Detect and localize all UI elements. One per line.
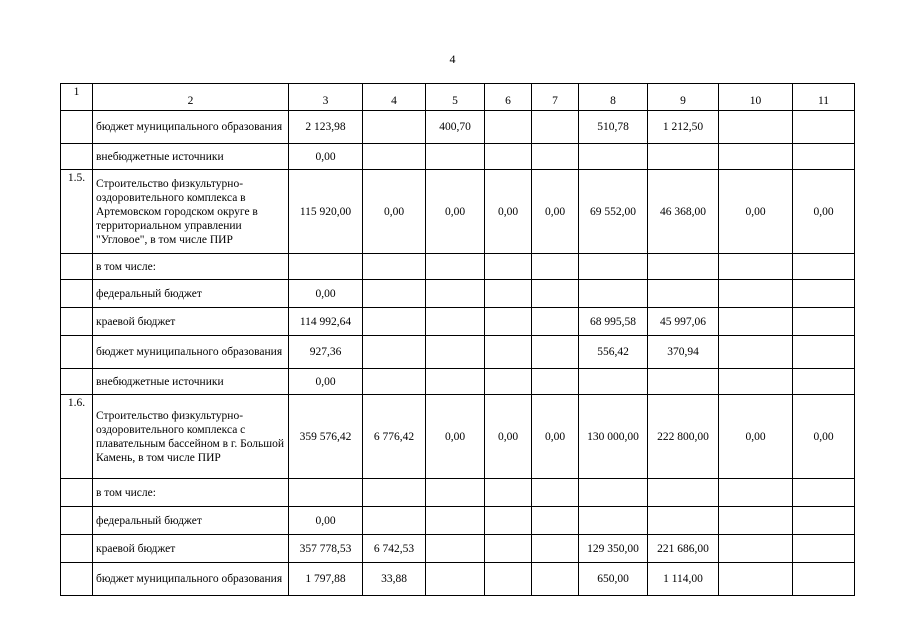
- value-cell: [579, 479, 648, 507]
- value-cell: [532, 308, 579, 336]
- value-cell: 130 000,00: [579, 395, 648, 479]
- value-cell: [485, 336, 532, 369]
- value-cell: [793, 144, 855, 170]
- value-cell: [648, 144, 719, 170]
- value-cell: 115 920,00: [289, 170, 363, 254]
- value-cell: 0,00: [289, 280, 363, 308]
- value-cell: 0,00: [363, 170, 426, 254]
- value-cell: 0,00: [426, 170, 485, 254]
- value-cell: [579, 507, 648, 535]
- value-cell: 1 114,00: [648, 563, 719, 596]
- column-header: 1: [61, 84, 93, 111]
- table-row: [61, 308, 855, 336]
- row-number-cell: [61, 111, 93, 144]
- value-cell: [532, 369, 579, 395]
- table-row: [61, 144, 855, 170]
- value-cell: 33,88: [363, 563, 426, 596]
- value-cell: 357 778,53: [289, 535, 363, 563]
- value-cell: 0,00: [289, 507, 363, 535]
- value-cell: 1 212,50: [648, 111, 719, 144]
- value-cell: 45 997,06: [648, 308, 719, 336]
- value-cell: [426, 280, 485, 308]
- value-cell: [648, 507, 719, 535]
- value-cell: [363, 369, 426, 395]
- value-cell: [793, 479, 855, 507]
- column-header: 3: [289, 84, 363, 111]
- row-label-cell: внебюджетные источники: [93, 369, 289, 395]
- column-header: 6: [485, 84, 532, 111]
- value-cell: 0,00: [793, 395, 855, 479]
- value-cell: 510,78: [579, 111, 648, 144]
- column-header: 10: [719, 84, 793, 111]
- row-label-cell: краевой бюджет: [93, 308, 289, 336]
- value-cell: [485, 507, 532, 535]
- table-row: [61, 535, 855, 563]
- value-cell: 0,00: [719, 395, 793, 479]
- row-label-cell: внебюджетные источники: [93, 144, 289, 170]
- value-cell: [532, 280, 579, 308]
- value-cell: [485, 280, 532, 308]
- value-cell: 370,94: [648, 336, 719, 369]
- value-cell: [648, 479, 719, 507]
- value-cell: [485, 563, 532, 596]
- value-cell: [363, 280, 426, 308]
- column-header: 9: [648, 84, 719, 111]
- budget-table: [60, 83, 855, 596]
- value-cell: 0,00: [485, 170, 532, 254]
- value-cell: 556,42: [579, 336, 648, 369]
- value-cell: [532, 111, 579, 144]
- value-cell: [648, 254, 719, 280]
- value-cell: [485, 254, 532, 280]
- value-cell: [793, 308, 855, 336]
- row-label-cell: Строительство физкультурно-оздоровительного комплекса в Артемовском городском округе в территориальном управлении "Угловое", в том числе ПИР: [93, 170, 289, 254]
- value-cell: [532, 144, 579, 170]
- table-row: [61, 479, 855, 507]
- row-number-cell: [61, 280, 93, 308]
- value-cell: [793, 563, 855, 596]
- value-cell: [532, 563, 579, 596]
- table-row: [61, 111, 855, 144]
- column-header: 11: [793, 84, 855, 111]
- value-cell: [719, 507, 793, 535]
- table-row: [61, 280, 855, 308]
- value-cell: 221 686,00: [648, 535, 719, 563]
- row-label-cell: бюджет муниципального образования: [93, 111, 289, 144]
- value-cell: [719, 479, 793, 507]
- value-cell: [289, 479, 363, 507]
- value-cell: 114 992,64: [289, 308, 363, 336]
- value-cell: [426, 254, 485, 280]
- row-number-cell: [61, 563, 93, 596]
- value-cell: 129 350,00: [579, 535, 648, 563]
- value-cell: [793, 369, 855, 395]
- value-cell: [793, 254, 855, 280]
- column-header: 4: [363, 84, 426, 111]
- value-cell: 650,00: [579, 563, 648, 596]
- value-cell: [648, 280, 719, 308]
- column-header: 7: [532, 84, 579, 111]
- value-cell: 46 368,00: [648, 170, 719, 254]
- value-cell: 6 742,53: [363, 535, 426, 563]
- value-cell: [363, 479, 426, 507]
- value-cell: [485, 308, 532, 336]
- row-number-cell: [61, 308, 93, 336]
- value-cell: [532, 254, 579, 280]
- value-cell: [532, 336, 579, 369]
- value-cell: 68 995,58: [579, 308, 648, 336]
- value-cell: [532, 479, 579, 507]
- row-label-cell: в том числе:: [93, 254, 289, 280]
- value-cell: [719, 144, 793, 170]
- value-cell: [363, 308, 426, 336]
- value-cell: [363, 336, 426, 369]
- row-label-cell: краевой бюджет: [93, 535, 289, 563]
- row-number-cell: [61, 507, 93, 535]
- table-row: [61, 254, 855, 280]
- table-row: [61, 507, 855, 535]
- value-cell: [363, 111, 426, 144]
- value-cell: [793, 111, 855, 144]
- value-cell: 0,00: [532, 395, 579, 479]
- value-cell: [719, 254, 793, 280]
- value-cell: [793, 507, 855, 535]
- value-cell: 0,00: [485, 395, 532, 479]
- value-cell: 0,00: [719, 170, 793, 254]
- row-label-cell: бюджет муниципального образования: [93, 563, 289, 596]
- value-cell: [719, 563, 793, 596]
- value-cell: [485, 369, 532, 395]
- value-cell: [363, 254, 426, 280]
- value-cell: 400,70: [426, 111, 485, 144]
- value-cell: 0,00: [289, 144, 363, 170]
- table-row: [61, 563, 855, 596]
- value-cell: [719, 336, 793, 369]
- value-cell: 2 123,98: [289, 111, 363, 144]
- table-row: [61, 395, 855, 479]
- value-cell: [426, 563, 485, 596]
- row-number-cell: 1.5.: [61, 170, 93, 254]
- row-number-cell: 1.6.: [61, 395, 93, 479]
- value-cell: [485, 479, 532, 507]
- value-cell: [579, 144, 648, 170]
- value-cell: [793, 535, 855, 563]
- row-number-cell: [61, 535, 93, 563]
- value-cell: [579, 254, 648, 280]
- value-cell: [485, 111, 532, 144]
- row-number-cell: [61, 369, 93, 395]
- value-cell: [719, 308, 793, 336]
- value-cell: [793, 280, 855, 308]
- value-cell: [719, 280, 793, 308]
- value-cell: [485, 144, 532, 170]
- value-cell: 359 576,42: [289, 395, 363, 479]
- value-cell: [289, 254, 363, 280]
- value-cell: 0,00: [793, 170, 855, 254]
- value-cell: 69 552,00: [579, 170, 648, 254]
- row-number-cell: [61, 254, 93, 280]
- value-cell: [579, 369, 648, 395]
- value-cell: [363, 144, 426, 170]
- value-cell: [363, 507, 426, 535]
- value-cell: 0,00: [426, 395, 485, 479]
- value-cell: [648, 369, 719, 395]
- value-cell: [793, 336, 855, 369]
- value-cell: 1 797,88: [289, 563, 363, 596]
- column-header: 5: [426, 84, 485, 111]
- row-label-cell: федеральный бюджет: [93, 280, 289, 308]
- value-cell: [426, 507, 485, 535]
- value-cell: [532, 507, 579, 535]
- row-label-cell: бюджет муниципального образования: [93, 336, 289, 369]
- value-cell: 6 776,42: [363, 395, 426, 479]
- value-cell: [719, 535, 793, 563]
- row-number-cell: [61, 479, 93, 507]
- value-cell: [426, 308, 485, 336]
- value-cell: [426, 144, 485, 170]
- column-header: 8: [579, 84, 648, 111]
- value-cell: [426, 369, 485, 395]
- value-cell: [719, 111, 793, 144]
- value-cell: [426, 535, 485, 563]
- value-cell: 222 800,00: [648, 395, 719, 479]
- row-label-cell: федеральный бюджет: [93, 507, 289, 535]
- table-row: [61, 336, 855, 369]
- row-label-cell: в том числе:: [93, 479, 289, 507]
- row-number-cell: [61, 144, 93, 170]
- table-row: [61, 369, 855, 395]
- table-row: [61, 170, 855, 254]
- value-cell: [719, 369, 793, 395]
- value-cell: [485, 535, 532, 563]
- value-cell: 0,00: [532, 170, 579, 254]
- page-number: 4: [449, 52, 456, 66]
- value-cell: [579, 280, 648, 308]
- value-cell: [426, 336, 485, 369]
- value-cell: 927,36: [289, 336, 363, 369]
- value-cell: 0,00: [289, 369, 363, 395]
- row-label-cell: Строительство физкультурно-оздоровительного комплекса с плавательным бассейном в г. Большой Камень, в том числе ПИР: [93, 395, 289, 479]
- column-header: 2: [93, 84, 289, 111]
- table-header-row: [61, 84, 855, 111]
- value-cell: [532, 535, 579, 563]
- value-cell: [426, 479, 485, 507]
- row-number-cell: [61, 336, 93, 369]
